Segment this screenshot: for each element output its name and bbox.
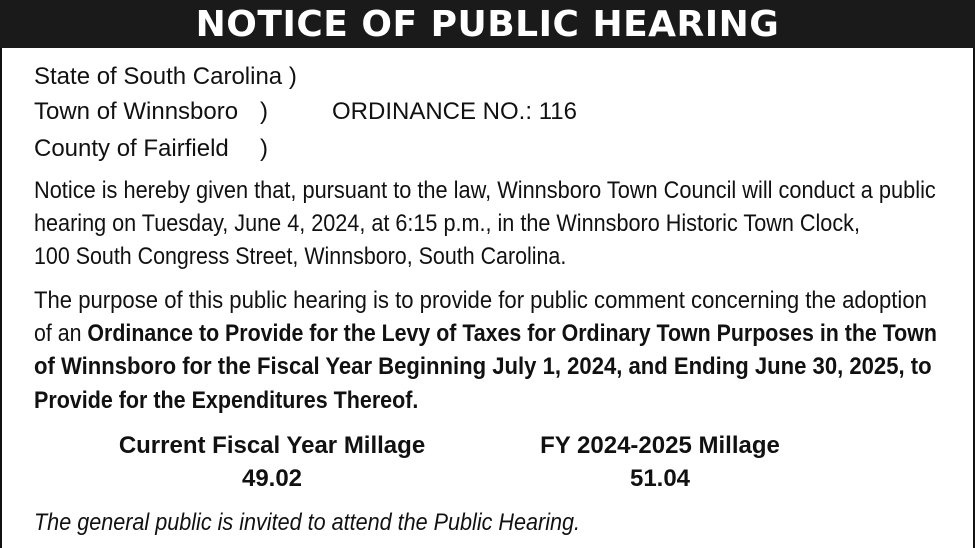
notice-line-2: hearing on Tuesday, June 4, 2024, at 6:15 p.m., in the Winnsboro Historic Town Clock, [34, 210, 860, 237]
notice-body [0, 48, 975, 548]
county-paren: ) [260, 135, 268, 162]
county-label: County of Fairfield [34, 135, 229, 162]
notice-title: NOTICE OF PUBLIC HEARING [0, 0, 975, 48]
town-line [34, 97, 238, 127]
ordinance-number: 116 [538, 98, 577, 125]
current-millage-value: 49.02 [241, 465, 303, 492]
next-millage-value: 51.04 [629, 465, 691, 492]
ordinance-title-part-2: of Winnsboro for the Fiscal Year Beginning July 1, 2024, and Ending June 30, 2025, to [34, 353, 932, 380]
current-millage-label: Current Fiscal Year Millage [118, 432, 426, 459]
ordinance-label: ORDINANCE NO.: [332, 98, 533, 125]
next-millage-label: FY 2024-2025 Millage [540, 432, 780, 459]
purpose-line-1: The purpose of this public hearing is to provide for public comment concerning the adoption [34, 287, 927, 314]
state-line [34, 62, 297, 92]
town-label: Town of Winnsboro [34, 98, 239, 125]
county-line [34, 134, 229, 164]
purpose-line-2 [34, 319, 937, 349]
closing-invitation: The general public is invited to attend the Public Hearing. [34, 509, 581, 536]
state-paren: ) [288, 63, 297, 90]
purpose-line-2-plain: of an [34, 320, 88, 347]
ordinance-title-part-3: Provide for the Expenditures Thereof. [34, 387, 419, 414]
notice-line-3: 100 South Congress Street, Winnsboro, South Carolina. [34, 243, 567, 270]
ordinance-title-part-1: Ordinance to Provide for the Levy of Taxes for Ordinary Town Purposes in the Town [87, 320, 937, 347]
town-paren: ) [260, 98, 268, 125]
notice-line-1: Notice is hereby given that, pursuant to the law, Winnsboro Town Council will conduct a public [34, 177, 936, 204]
state-label: State of South Carolina [34, 63, 283, 90]
ordinance-line [332, 97, 577, 127]
